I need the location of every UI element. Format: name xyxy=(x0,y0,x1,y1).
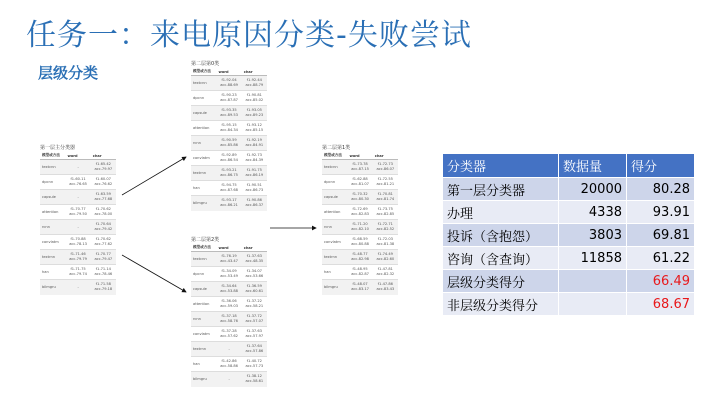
mini-row-label: rcnn xyxy=(322,220,348,235)
mini-row-label: textcnn xyxy=(40,160,66,175)
mini-cell: f1-70.77 acc-79.50 xyxy=(66,205,91,220)
mini-table-row xyxy=(191,76,267,91)
mini-cell: - xyxy=(66,220,91,235)
row-name: 第一层分类器 xyxy=(443,178,559,201)
mini-table xyxy=(191,68,267,211)
mini-cell: f1-92.19 acc-84.91 xyxy=(242,136,267,151)
mini-table-row xyxy=(40,190,116,205)
mini-table-row xyxy=(191,282,267,297)
mini-table-row xyxy=(191,121,267,136)
header-classifier: 分类器 xyxy=(443,154,559,178)
mini-table-row xyxy=(322,235,398,250)
mini-row-label: textcnn xyxy=(191,76,217,91)
mini-cell: f1-34.64 acc-53.88 xyxy=(217,282,242,297)
mini-table-row xyxy=(191,357,267,372)
summary-header-row xyxy=(443,154,695,178)
mini-cell: f1-60.07 acc-76.62 xyxy=(91,175,116,190)
mini-cell: f1-71.46 acc-79.79 xyxy=(66,250,91,265)
mini-header-cell: 模型或方法 xyxy=(191,68,217,76)
slide-title: 任务一：来电原因分类-失败尝试 xyxy=(26,18,472,53)
mini-table-row xyxy=(322,160,398,175)
mini-cell: f1-93.12 acc-85.15 xyxy=(242,121,267,136)
mini-cell: f1-90.59 acc-85.86 xyxy=(217,136,242,151)
mini-table-row xyxy=(322,220,398,235)
mini-header-cell: word xyxy=(217,244,242,252)
arrow-to-class0 xyxy=(122,157,186,195)
mini-cell: f1-74.49 acc-82.60 xyxy=(373,250,398,265)
mini-table-row xyxy=(322,175,398,190)
mini-cell: f1-71.75 acc-79.74 xyxy=(66,265,91,280)
mini-cell: f1-37.64 acc-57.86 xyxy=(242,342,267,357)
mini-row-label: rcnn xyxy=(40,220,66,235)
mini-row-label: attention xyxy=(191,121,217,136)
row-score-highlight: 66.49 xyxy=(627,270,695,293)
mini-cell: - xyxy=(217,372,242,387)
mini-table-row xyxy=(191,196,267,211)
mini-header-cell: word xyxy=(217,68,242,76)
mini-cell: f1-92.04 acc-88.69 xyxy=(217,76,242,91)
mini-cell: f1-90.81 acc-85.02 xyxy=(242,91,267,106)
row-score: 69.81 xyxy=(627,224,695,247)
table-row xyxy=(443,293,695,316)
mini-cell: - xyxy=(66,280,91,295)
mini-table-row xyxy=(191,181,267,196)
row-name: 办理 xyxy=(443,201,559,224)
mini-table-caption: 第二层第2类 xyxy=(191,237,220,243)
mini-cell: f1-92.89 acc-86.54 xyxy=(217,151,242,166)
table-row xyxy=(443,247,695,270)
mini-cell: f1-90.51 acc-86.73 xyxy=(242,181,267,196)
mini-table-row xyxy=(191,151,267,166)
mini-row-label: rcnn xyxy=(191,136,217,151)
mini-header-cell: char xyxy=(373,152,398,160)
mini-cell: f1-92.73 acc-84.39 xyxy=(242,151,267,166)
row-score-highlight: 68.67 xyxy=(627,293,695,316)
mini-table-row xyxy=(191,372,267,387)
mini-cell: f1-37.63 acc-57.97 xyxy=(242,327,267,342)
table-row xyxy=(443,224,695,247)
mini-header-cell: 模型或方法 xyxy=(40,152,66,160)
mini-table-row xyxy=(322,250,398,265)
mini-table-row xyxy=(191,91,267,106)
mini-cell: f1-37.18 acc-58.76 xyxy=(217,312,242,327)
mini-cell: f1-71.58 acc-79.18 xyxy=(91,280,116,295)
mini-row-label: rcnn xyxy=(191,312,217,327)
mini-cell: f1-76.19 acc-43.47 xyxy=(217,252,242,267)
mini-table-row xyxy=(191,136,267,151)
mini-row-label: dpcnn xyxy=(322,175,348,190)
mini-table-caption: 第一层主分类器 xyxy=(40,145,76,151)
mini-cell: f1-72.71 acc-82.52 xyxy=(373,220,398,235)
mini-cell: f1-37.22 acc-58.21 xyxy=(242,297,267,312)
mini-table-caption: 第二层第1类 xyxy=(322,145,351,151)
mini-table-row xyxy=(40,160,116,175)
mini-cell: - xyxy=(66,190,91,205)
mini-row-label: dpcnn xyxy=(40,175,66,190)
row-count xyxy=(559,293,627,316)
mini-cell: f1-90.23 acc-87.87 xyxy=(217,91,242,106)
mini-cell: f1-63.59 acc-77.68 xyxy=(91,190,116,205)
mini-row-label: textcnn xyxy=(322,160,348,175)
mini-table-row xyxy=(40,250,116,265)
row-score: 80.28 xyxy=(627,178,695,201)
mini-cell: f1-36.59 acc-60.61 xyxy=(242,282,267,297)
mini-row-label: bilmgru xyxy=(191,372,217,387)
mini-cell: f1-47.81 acc-82.32 xyxy=(373,265,398,280)
mini-row-label: han xyxy=(191,357,217,372)
mini-table xyxy=(191,244,267,387)
mini-cell: f1-93.17 acc-86.21 xyxy=(217,196,242,211)
mini-row-label: han xyxy=(191,181,217,196)
mini-table-row xyxy=(40,175,116,190)
mini-cell: f1-95.15 acc-84.34 xyxy=(217,121,242,136)
mini-cell: f1-93.35 acc-89.53 xyxy=(217,106,242,121)
mini-header-cell: word xyxy=(348,152,373,160)
mini-cell: f1-34.07 acc-53.66 xyxy=(242,267,267,282)
mini-cell: f1-36.06 acc-59.03 xyxy=(217,297,242,312)
mini-table-caption: 第二层第0类 xyxy=(191,61,220,67)
mini-row-label: textrnn xyxy=(191,166,217,181)
mini-cell: f1-38.12 acc-58.61 xyxy=(242,372,267,387)
mini-table-row xyxy=(40,220,116,235)
mini-row-label: convlatm xyxy=(322,235,348,250)
table-row xyxy=(443,270,695,293)
mini-cell: f1-40.72 acc-57.73 xyxy=(242,357,267,372)
mini-table-row xyxy=(322,265,398,280)
mini-cell: f1-72.69 acc-82.83 xyxy=(348,205,373,220)
mini-row-label: capsule xyxy=(191,282,217,297)
mini-table-row xyxy=(191,252,267,267)
mini-table-row xyxy=(322,205,398,220)
row-name: 咨询（含查询） xyxy=(443,247,559,270)
mini-table-row xyxy=(191,267,267,282)
section-subtitle: 层级分类 xyxy=(38,64,99,82)
header-score: 得分 xyxy=(627,154,695,178)
row-score: 61.22 xyxy=(627,247,695,270)
mini-table-row xyxy=(191,327,267,342)
mini-table-row xyxy=(191,297,267,312)
mini-cell: f1-48.07 acc-83.17 xyxy=(348,280,373,295)
mini-cell: f1-37.63 acc-48.35 xyxy=(242,252,267,267)
mini-cell: f1-70.64 acc-79.42 xyxy=(91,220,116,235)
mini-cell: f1-62.88 acc-81.07 xyxy=(348,175,373,190)
mini-cell: f1-37.72 acc-57.07 xyxy=(242,312,267,327)
mini-row-label: bilmgru xyxy=(40,280,66,295)
mini-row-label: textrnn xyxy=(322,250,348,265)
mini-header-cell: 模型或方法 xyxy=(322,152,348,160)
mini-cell: f1-71.20 acc-82.10 xyxy=(348,220,373,235)
mini-cell: f1-70.62 acc-77.62 xyxy=(91,235,116,250)
mini-header-cell: 模型或方法 xyxy=(191,244,217,252)
mini-row-label: bilmgru xyxy=(191,196,217,211)
mini-cell: f1-42.86 acc-58.86 xyxy=(217,357,242,372)
mini-table xyxy=(322,152,398,295)
mini-cell: f1-73.78 acc-87.15 xyxy=(348,160,373,175)
mini-cell: f1-70.62 acc-78.00 xyxy=(91,205,116,220)
mini-table-row xyxy=(191,342,267,357)
mini-cell: f1-48.95 acc-82.87 xyxy=(348,265,373,280)
mini-row-label: bilmgru xyxy=(322,280,348,295)
mini-cell: f1-91.75 acc-86.19 xyxy=(242,166,267,181)
mini-row-label: convlatm xyxy=(191,151,217,166)
mini-cell: f1-48.77 acc-82.98 xyxy=(348,250,373,265)
mini-cell: f1-73.75 acc-82.85 xyxy=(373,205,398,220)
mini-cell: f1-34.09 acc-53.49 xyxy=(217,267,242,282)
mini-row-label: attention xyxy=(322,205,348,220)
mini-cell: f1-72.73 acc-86.07 xyxy=(373,160,398,175)
mini-cell: f1-60.11 acc-76.65 xyxy=(66,175,91,190)
mini-row-label: convlatm xyxy=(40,235,66,250)
mini-cell: f1-90.86 acc-86.37 xyxy=(242,196,267,211)
mini-row-label: capsule xyxy=(191,106,217,121)
mini-table xyxy=(40,152,116,295)
mini-row-label: han xyxy=(322,265,348,280)
summary-table xyxy=(442,153,695,316)
mini-header-cell: char xyxy=(242,244,267,252)
mini-cell: f1-65.42 acc-79.97 xyxy=(91,160,116,175)
row-name: 层级分类得分 xyxy=(443,270,559,293)
mini-cell: f1-72.55 acc-81.21 xyxy=(373,175,398,190)
mini-cell: f1-71.14 acc-78.46 xyxy=(91,265,116,280)
mini-table-row xyxy=(40,205,116,220)
table-row xyxy=(443,178,695,201)
row-count: 3803 xyxy=(559,224,627,247)
mini-cell: f1-37.28 acc-57.62 xyxy=(217,327,242,342)
mini-table-row xyxy=(322,280,398,295)
row-score: 93.91 xyxy=(627,201,695,224)
mini-row-label: han xyxy=(40,265,66,280)
mini-header-cell: word xyxy=(66,152,91,160)
mini-table-row xyxy=(191,106,267,121)
mini-cell: f1-93.21 acc-86.75 xyxy=(217,166,242,181)
mini-row-label: capsule xyxy=(322,190,348,205)
mini-row-label: textrnn xyxy=(40,250,66,265)
mini-cell: f1-92.44 acc-88.79 xyxy=(242,76,267,91)
mini-table-row xyxy=(40,235,116,250)
mini-row-label: dpcnn xyxy=(191,91,217,106)
mini-table-row xyxy=(191,166,267,181)
row-count: 20000 xyxy=(559,178,627,201)
header-count: 数据量 xyxy=(559,154,627,178)
mini-table-row xyxy=(40,265,116,280)
mini-cell: f1-70.88 acc-78.13 xyxy=(66,235,91,250)
mini-row-label: textrnn xyxy=(191,342,217,357)
mini-table-row xyxy=(191,312,267,327)
mini-row-label: attention xyxy=(40,205,66,220)
mini-cell: f1-70.81 acc-81.74 xyxy=(373,190,398,205)
mini-table-row xyxy=(40,280,116,295)
row-count xyxy=(559,270,627,293)
mini-table-row xyxy=(322,190,398,205)
table-row xyxy=(443,201,695,224)
mini-header-cell: char xyxy=(242,68,267,76)
row-name: 非层级分类得分 xyxy=(443,293,559,316)
mini-cell: f1-94.75 acc-87.68 xyxy=(217,181,242,196)
mini-row-label: attention xyxy=(191,297,217,312)
mini-cell: f1-93.05 acc-89.23 xyxy=(242,106,267,121)
mini-cell: f1-68.59 acc-80.88 xyxy=(348,235,373,250)
row-name: 投诉（含抱怨） xyxy=(443,224,559,247)
mini-cell: f1-70.77 acc-79.47 xyxy=(91,250,116,265)
mini-row-label: textcnn xyxy=(191,252,217,267)
row-count: 11858 xyxy=(559,247,627,270)
mini-header-cell: char xyxy=(91,152,116,160)
mini-cell: f1-70.32 acc-80.30 xyxy=(348,190,373,205)
mini-cell: - xyxy=(217,342,242,357)
mini-row-label: dpcnn xyxy=(191,267,217,282)
mini-row-label: capsule xyxy=(40,190,66,205)
mini-cell: f1-72.03 acc-81.38 xyxy=(373,235,398,250)
row-count: 4338 xyxy=(559,201,627,224)
arrow-to-class2 xyxy=(122,255,186,292)
mini-row-label: convlatm xyxy=(191,327,217,342)
mini-cell: f1-47.86 acc-83.43 xyxy=(373,280,398,295)
mini-cell: - xyxy=(66,160,91,175)
